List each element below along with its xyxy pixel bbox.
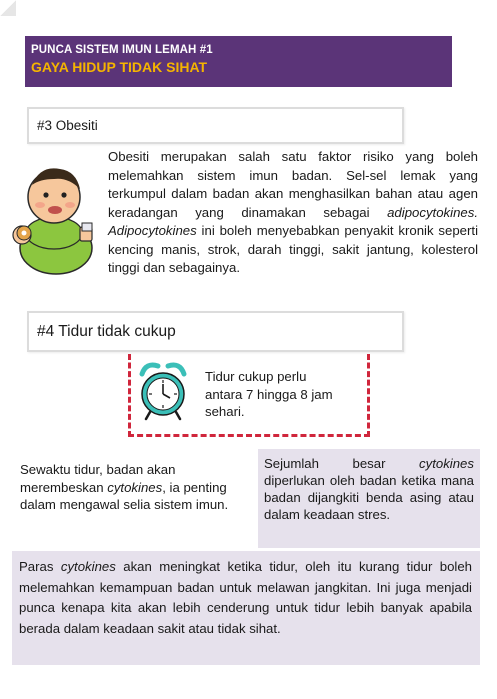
section-title-obesity (27, 107, 404, 144)
obesity-text-part1: Obesiti merupakan salah satu faktor risiko yang boleh melemahkan sistem imun badan. Sel-sel lemak yang terkumpul dalam badan akan menghasilkan bahan atau agen keradangan yang dinamakan sebagai (108, 149, 478, 220)
bottom-term-cytokines: cytokines (60, 559, 116, 574)
overweight-man-illustration (10, 155, 100, 275)
header-subtitle: GAYA HIDUP TIDAK SIHAT (31, 59, 208, 75)
right-text-a: Sejumlah besar (264, 456, 420, 471)
bottom-text-b: akan meningkat ketika tidur, oleh itu kurang tidur boleh melemahkan kemampuan badan untuk melawan jangkitan. Ini juga menjadi punca kenapa kita akan lebih cenderung untuk tidur lebih banyak apabila berada dalam keadaan sakit atau tidak sihat. (19, 559, 472, 636)
sleep-cytokines-paragraph (20, 461, 245, 514)
obesity-paragraph (108, 148, 478, 278)
obesity-term-adipocytokines-2: Adipocytokines (108, 223, 197, 238)
left-text-a: Sewaktu tidur, badan akan merembeskan (20, 462, 176, 495)
right-text-b: diperlukan oleh badan ketika mana badan dijangkiti benda asing atau dalam keadaan stres. (264, 473, 474, 522)
alarm-clock-icon (138, 360, 188, 422)
cytokines-need-box (258, 449, 480, 548)
section-title-obesity-text: #3 Obesiti (37, 118, 98, 133)
obesity-term-adipocytokines: adipocytokines. (387, 204, 478, 220)
page-corner-fold (0, 0, 16, 16)
section-title-sleep (27, 311, 404, 352)
sleep-tip-text: Tidur cukup perlu antara 7 hingga 8 jam sehari. (205, 369, 333, 419)
header-banner (25, 36, 452, 87)
cytokines-level-box (12, 551, 480, 665)
left-text-b: , ia penting dalam mengawal selia sistem imun. (20, 479, 229, 512)
header-title: PUNCA SISTEM IMUN LEMAH #1 (31, 44, 213, 56)
left-term-cytokines: cytokines (107, 479, 163, 495)
bottom-text-a: Paras (19, 559, 61, 574)
right-term-cytokines: cytokines (419, 456, 474, 471)
section-title-sleep-text: #4 Tidur tidak cukup (37, 322, 176, 340)
obesity-text-part2: ini boleh menyebabkan penyakit kronik seperti kencing manis, strok, darah tinggi, sakit jantung, kolesterol tinggi dan sebagainya. (108, 223, 478, 275)
